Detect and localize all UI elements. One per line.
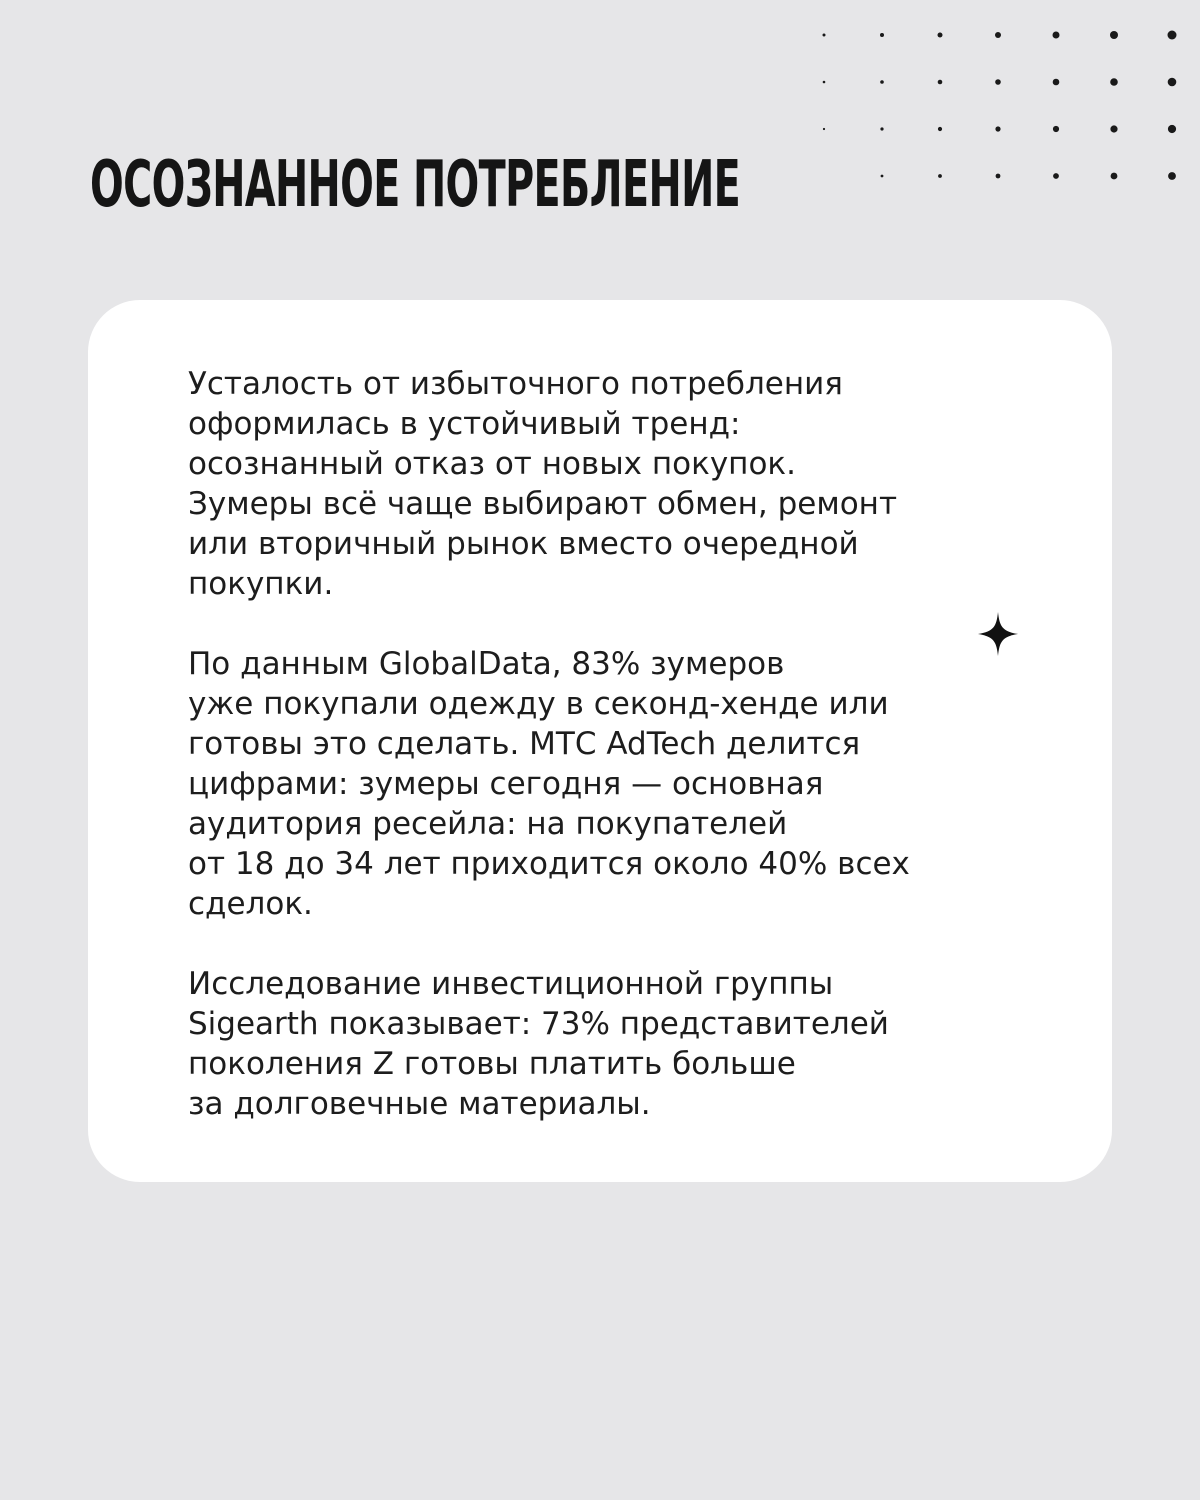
paragraph-sigearth-research: Исследование инвестиционной группы Sigearth показывает: 73% представителей поколения Z готовы платить больше за долговечные материалы.: [188, 966, 889, 1122]
dot-grid-decoration: [800, 10, 1200, 210]
page-title: ОСОЗНАННОЕ ПОТРЕБЛЕНИЕ: [90, 148, 741, 222]
paragraph-globaldata-stats: По данным GlobalData, 83% зумеров уже покупали одежду в секонд-хенде или готовы это сделать. МТС AdTech делится цифрами: зумеры сегодня — основная аудитория ресейла: на покупателей от 18 до 34 лет приходится около 40% всех сделок.: [188, 646, 910, 922]
paragraph-overconsumption: Усталость от избыточного потребления оформилась в устойчивый тренд: осознанный отказ от новых покупок. Зумеры всё чаще выбирают обмен, ремонт или вторичный рынок вместо очередной покупки.: [188, 366, 898, 602]
content-card: [88, 300, 1112, 1182]
